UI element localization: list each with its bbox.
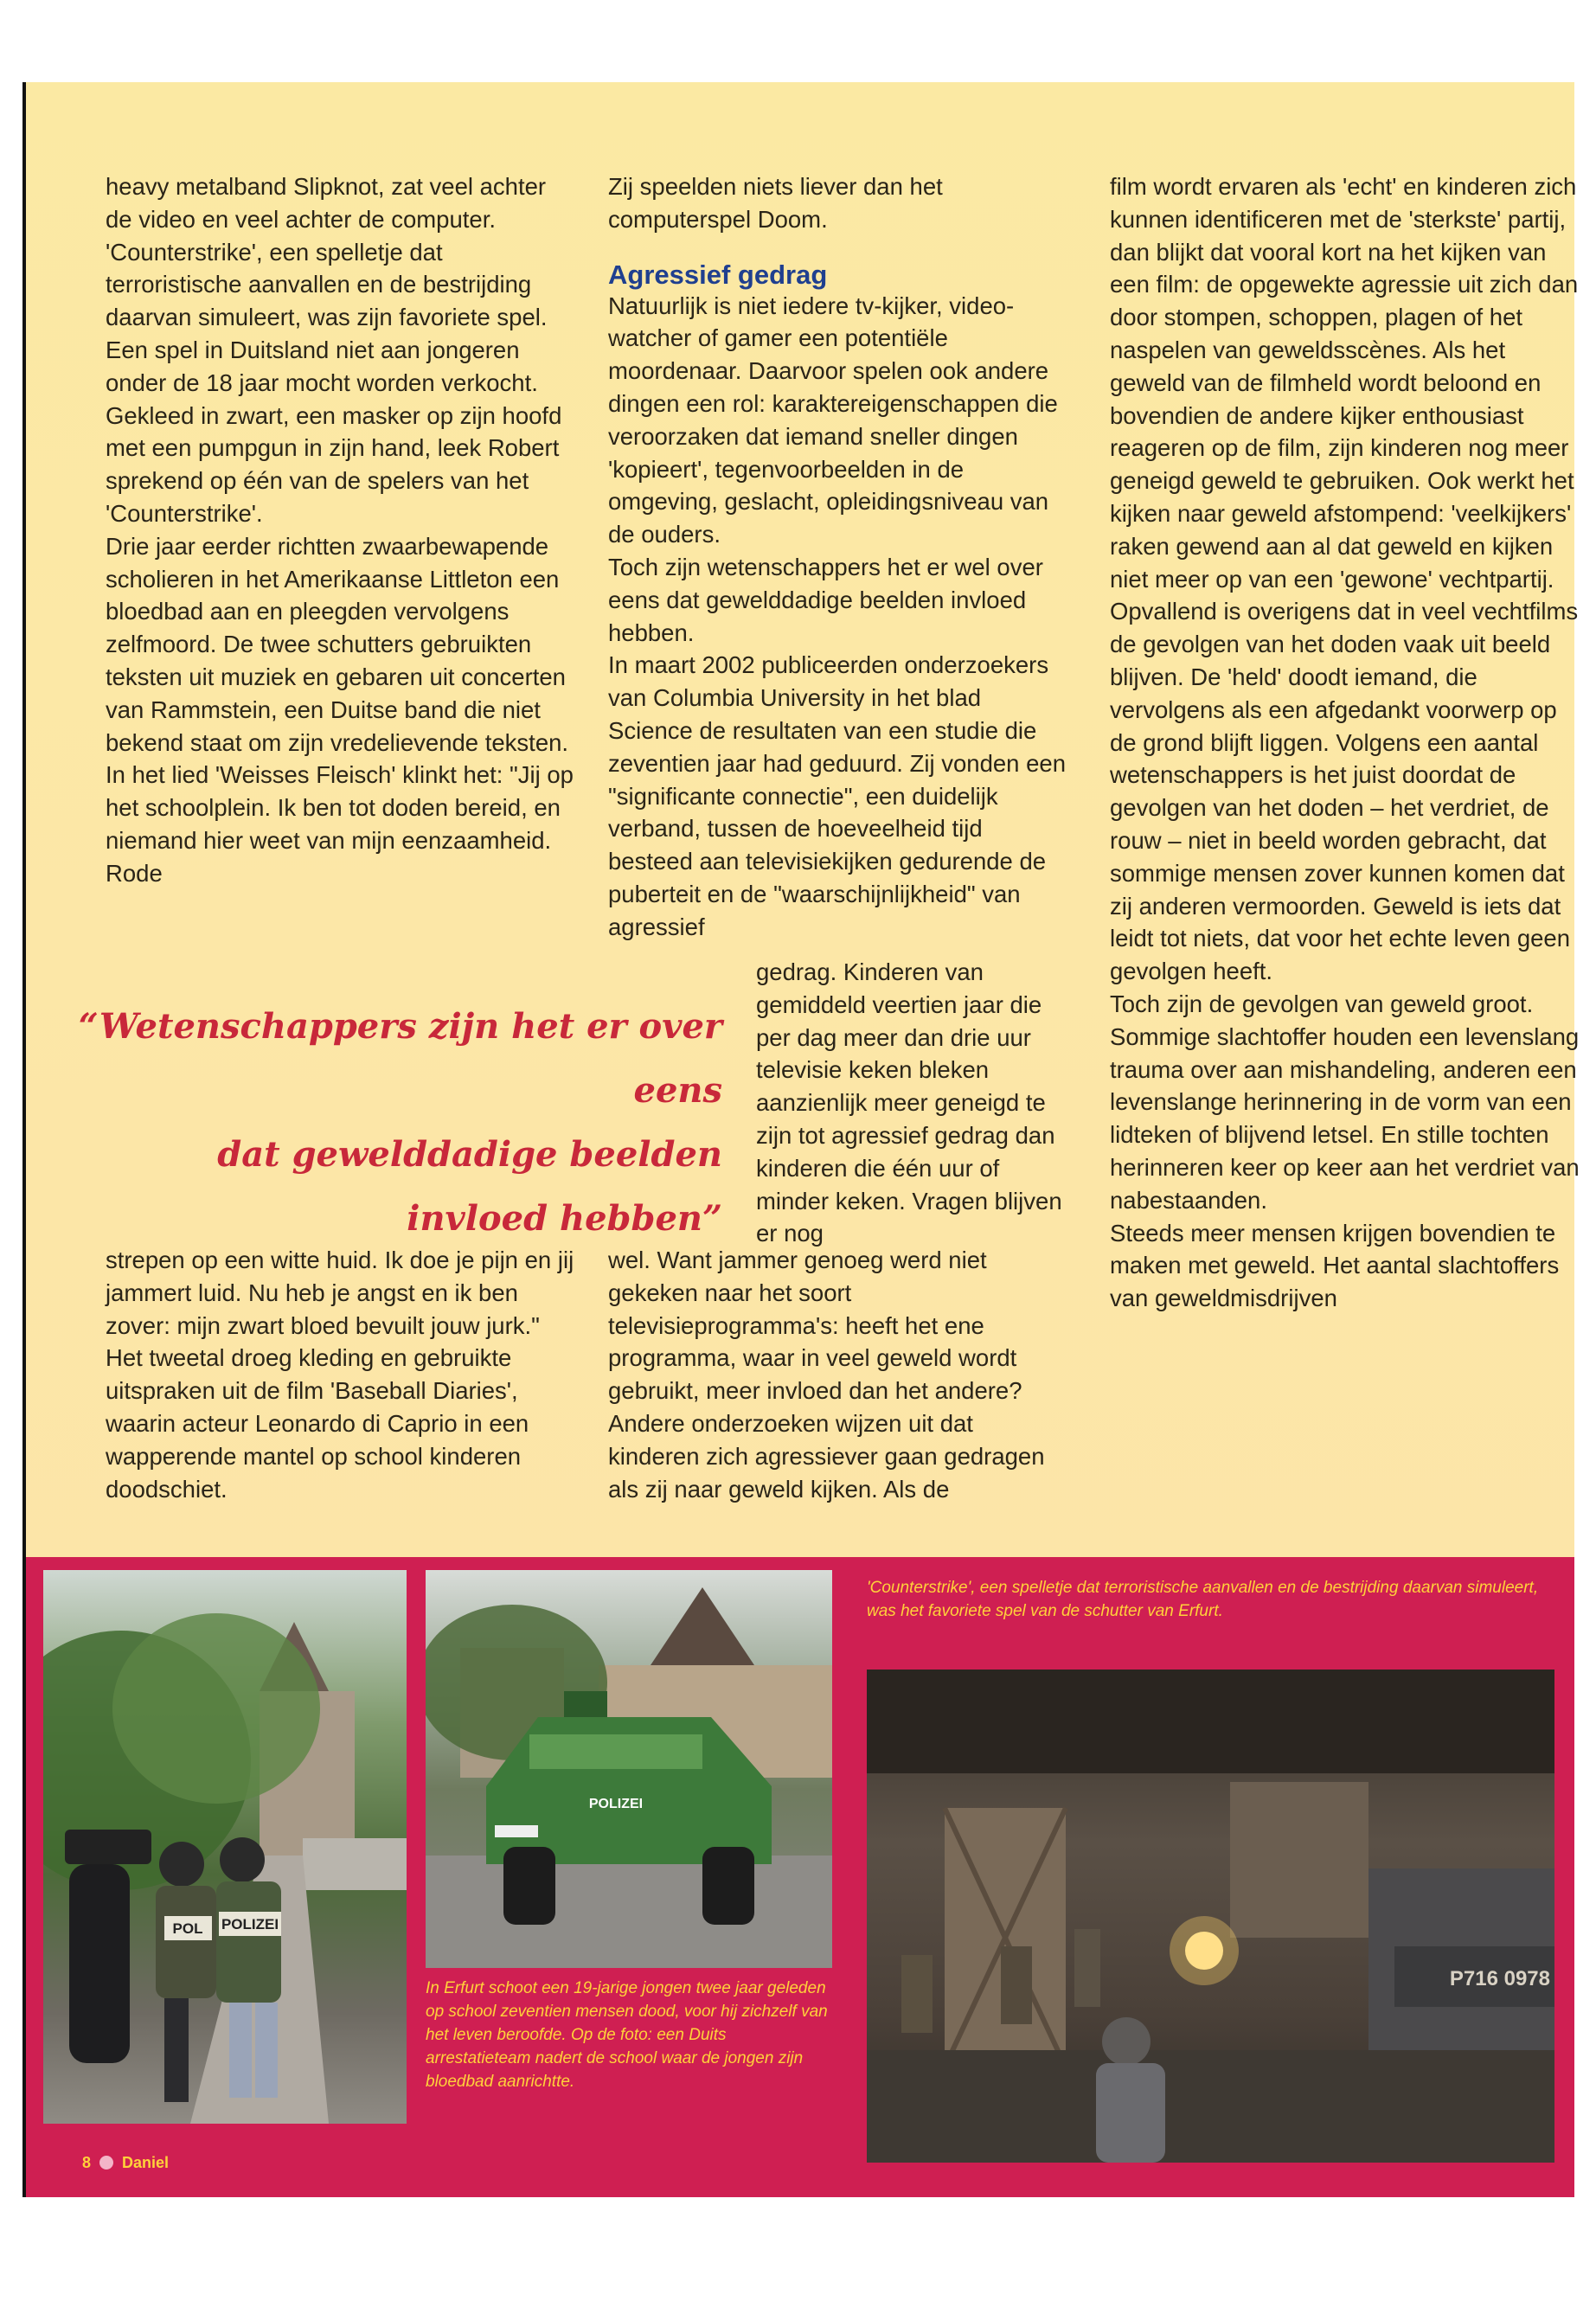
paragraph: strepen op een witte huid. Ik doe je pijn en jij jammert luid. Nu heb je angst en ik ben zover: mijn zwart bloed bevuilt jouw jurk." Het tweetal droeg kleding en gebruikte uitspraken uit de film 'Baseball Diaries', waarin acteur Leonardo di Caprio in een wapperende mantel op school kinderen doodschiet.	[106, 1247, 574, 1503]
column-2-narrow	[756, 956, 1067, 1250]
paragraph: Toch zijn wetenschappers het er wel over eens dat gewelddadige beelden invloed hebben.	[608, 553, 1043, 646]
armored-vehicle-illustration	[426, 1570, 832, 1968]
paragraph: Natuurlijk is niet iedere tv-kijker, video-watcher of gamer een potentiële moordenaar. Daarvoor spelen ook andere dingen een rol: karaktereigenschappen die veroorzaken dat iemand sneller dingen 'kopieert', tegenvoorbeelden in de omgeving, geslacht, opleidingsniveau van de ouders.	[608, 292, 1058, 548]
photo-caption: 'Counterstrike', een spelletje dat terroristische aanvallen en de bestrijding daarvan simuleert, was het favoriete spel van de schutter van Erfurt.	[867, 1579, 1539, 1620]
paragraph: Steeds meer mensen krijgen bovendien te maken met geweld. Het aantal slachtoffers van geweldmisdrijven	[1110, 1219, 1560, 1312]
wall-label: P716 0978	[1449, 1967, 1550, 1990]
paragraph: Opvallend is overigens dat in veel vechtfilms de gevolgen van het doden vaak uit beeld blijven. De 'held' doodt iemand, die vervolgens als een afgedankt voorwerp op de grond blijft liggen. Volgens een aantal wetenschappers is het juist doordat de gevolgen van het doden – het verdriet, de rouw – niet in beeld worden gebracht, dat sommige mensen zover kunnen komen dat zij anderen vermoorden. Geweld is iets dat leidt tot niets, dat voor het echte leven geen gevolgen heeft.	[1110, 598, 1579, 985]
photo-caption: In Erfurt schoot een 19-jarige jongen twee jaar geleden op school zeventien mensen dood, voor hij zichzelf van het leven beroofde. Op de foto: een Duits arrestatieteam nadert de school waar de jongen zijn bloedbad aanrichtte.	[426, 1979, 828, 2091]
paragraph: In maart 2002 publiceerden onderzoekers van Columbia University in het blad Science de resultaten van een studie die zeventien jaar had geduurd. Zij vonden een "significante connectie", een duidelijk verband, tussen de hoeveelheid tijd besteed aan televisiekijken gedurende de puberteit en de "waarschijnlijkheid" van agressief	[608, 651, 1066, 940]
game-screenshot	[867, 1670, 1554, 2163]
magazine-name: Daniel	[122, 2154, 170, 2171]
vest-label: POL	[172, 1920, 203, 1937]
vest-label: POLIZEI	[221, 1916, 279, 1932]
column-1-bottom	[106, 1244, 577, 1505]
paragraph: wel. Want jammer genoeg werd niet gekeken naar het soort televisieprogramma's: heeft het ene programma, waar in veel geweld wordt gebruikt, meer invloed dan het andere?	[608, 1247, 1022, 1405]
police-photo	[43, 1570, 407, 2124]
column-1-top	[106, 170, 577, 890]
paragraph: Andere onderzoeken wijzen uit dat kinderen zich agressiever gaan gedragen als zij naar geweld kijken. Als de	[608, 1409, 1045, 1503]
pull-quote-line: dat gewelddadige beelden	[217, 1134, 722, 1175]
armored-vehicle-photo	[426, 1570, 832, 1968]
paragraph: gedrag. Kinderen van gemiddeld veertien jaar die per dag meer dan drie uur televisie keken bleken aanzienlijk meer geneigd te zijn tot agressief gedrag dan kinderen die één uur of minder keken. Vragen blijven er nog	[756, 958, 1062, 1247]
page-number: 8	[82, 2154, 92, 2171]
pull-quote	[48, 995, 722, 1251]
column-3	[1110, 170, 1581, 1315]
paragraph: Zij speelden niets liever dan het computerspel Doom.	[608, 173, 943, 233]
paragraph: Toch zijn de gevolgen van geweld groot. Sommige slachtoffer houden een levenslang trauma over aan mishandeling, anderen een levenslange herinnering in de vorm van een lidteken of blijvend letsel. En stille tochten herinneren keer op keer aan het verdriet van nabestaanden.	[1110, 990, 1580, 1214]
police-team-illustration	[43, 1570, 407, 2124]
page-footer	[82, 2154, 169, 2172]
counterstrike-scene-illustration	[867, 1670, 1554, 2163]
paragraph: heavy metalband Slipknot, zat veel achter de video en veel achter de computer. 'Counterstrike', een spelletje dat terroristische aanvallen en de bestrijding daarvan simuleert, was zijn favoriete spel. Een spel in Duitsland niet aan jongeren onder de 18 jaar mocht worden verkocht. Gekleed in zwart, een masker op zijn hoofd met een pumpgun in zijn hand, leek Robert sprekend op één van de spelers van het 'Counterstrike'.	[106, 173, 562, 527]
dot-icon	[99, 2156, 113, 2170]
subheading: Agressief gedrag	[608, 260, 828, 290]
pull-quote-line: invloed hebben”	[407, 1198, 722, 1239]
paragraph: Drie jaar eerder richtten zwaarbewapende scholieren in het Amerikaanse Littleton een bloedbad aan en pleegden vervolgens zelfmoord. De twee schutters gebruikten teksten uit muziek en gebaren uit concerten van Rammstein, een Duitse band die niet bekend staat om zijn vredelievende teksten. In het lied 'Weisses Fleisch' klinkt het: "Jij op het schoolplein. Ik ben tot doden bereid, en niemand hier weet van mijn eenzaamheid. Rode	[106, 532, 574, 887]
column-2-bottom	[608, 1244, 1067, 1505]
magazine-page	[26, 82, 1580, 2197]
pull-quote-line: “Wetenschappers zijn het er over eens	[78, 1006, 722, 1111]
paragraph: film wordt ervaren als 'echt' en kinderen zich kunnen identificeren met de 'sterkste' partij, dan blijkt dat vooral kort na het kijken van een film: de opgewekte agressie uit zich dan door stompen, schoppen, plagen of het naspelen van geweldsscènes. Als het geweld van de filmheld wordt beloond en bovendien de andere kijker enthousiast reageren op de film, zijn kinderen nog meer geneigd geweld te gebruiken. Ook werkt het kijken naar geweld afstompend: 'veelkijkers' raken gewend aan al dat geweld en kijken niet meer op van een 'gewone' vechtpartij.	[1110, 173, 1579, 593]
vehicle-label: POLIZEI	[588, 1797, 644, 1811]
